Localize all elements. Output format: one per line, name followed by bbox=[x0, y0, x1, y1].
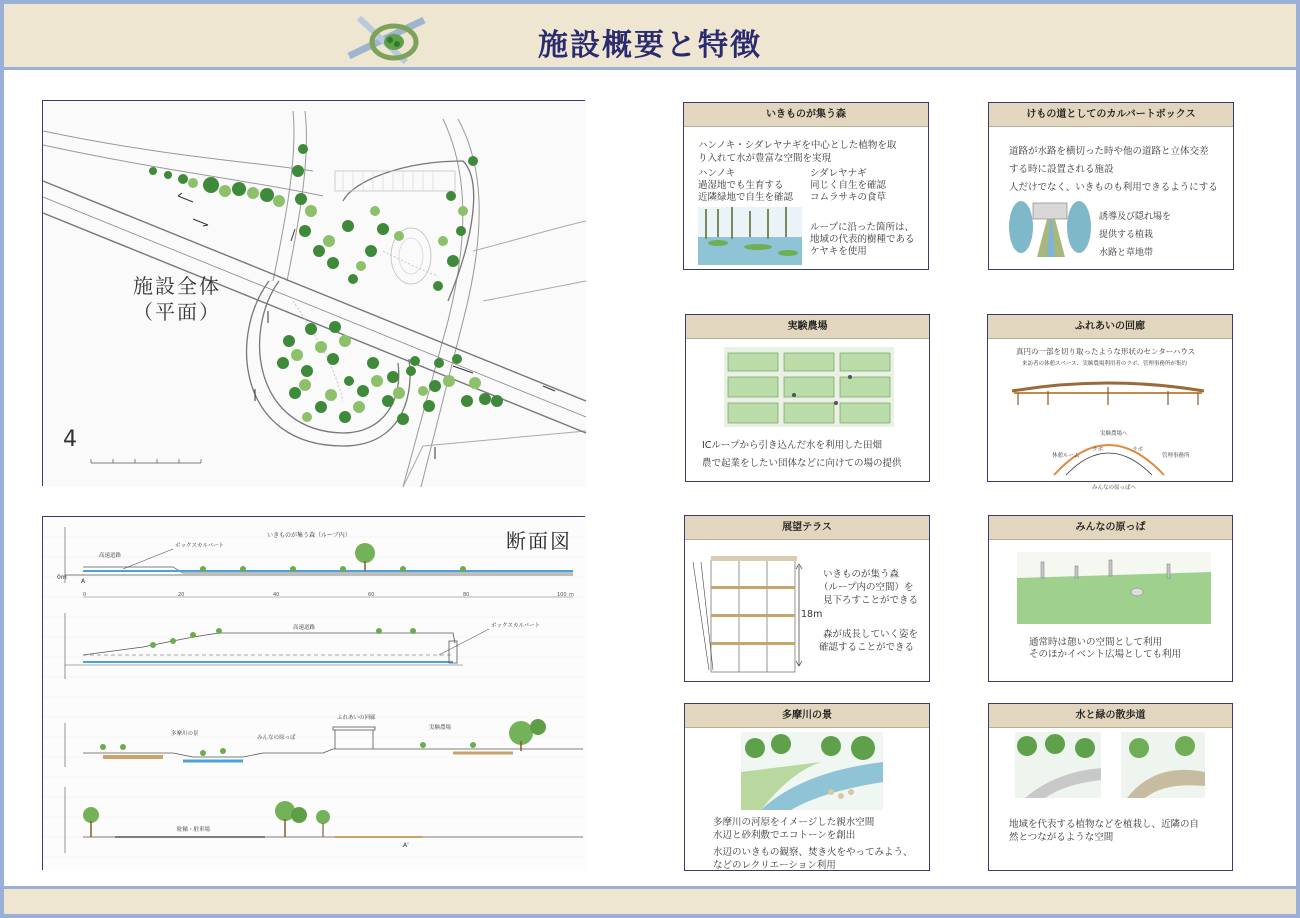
forest-desc2: り入れて水が豊富な空間を実現 bbox=[698, 153, 832, 164]
corridor-to-farm: 実験農場へ bbox=[1100, 431, 1128, 437]
card-walk bbox=[988, 703, 1233, 871]
card-field bbox=[988, 515, 1233, 682]
section-row2-culvert: ボックスカルバート bbox=[491, 623, 541, 629]
section-panel bbox=[42, 516, 585, 870]
scale-tick-20: 20 bbox=[178, 592, 185, 598]
card-farm bbox=[685, 314, 930, 482]
culvert-line1: 道路が水路を横切った時や他の道路と立体交差 bbox=[1009, 146, 1209, 157]
card-corridor-title: ふれあいの回廊 bbox=[988, 315, 1232, 339]
card-culvert bbox=[988, 102, 1234, 270]
farm-line2: 農で起業をしたい団体などに向けての場の提供 bbox=[702, 458, 902, 469]
section-a-label: A bbox=[81, 578, 86, 585]
header-bar bbox=[4, 4, 1296, 70]
plan-title-line2: （平面） bbox=[133, 300, 221, 324]
section-row4-parking: 駐輪・駐車場 bbox=[177, 827, 211, 833]
card-tama bbox=[684, 703, 930, 871]
terrace-line1: いきものが集う森 bbox=[823, 569, 900, 580]
card-forest-title: いきものが集う森 bbox=[684, 103, 928, 127]
farm-line1: ICループから引き込んだ水を利用した田畑 bbox=[702, 440, 882, 451]
corridor-line2: 来訪者の休憩スペース、実験農場利用者のラボ、管理事務所が集約 bbox=[1022, 361, 1187, 367]
corridor-to-field: みんなの原っぱへ bbox=[1092, 485, 1137, 491]
section-om-label: 0m bbox=[57, 574, 67, 581]
terrace-line4: 森が成長していく姿を bbox=[823, 629, 919, 640]
section-title: 断面図 bbox=[506, 529, 572, 553]
section-row1-road: 高速道路 bbox=[99, 553, 122, 559]
section-row3-river: 多摩川の景 bbox=[171, 731, 199, 737]
corridor-rest-room: 休憩ルーム bbox=[1052, 453, 1080, 459]
tama-line3: 水辺のいきもの観察、焚き火をやってみよう、 bbox=[713, 847, 913, 858]
forest-tree1-note2: 近隣緑地で自生を確認 bbox=[698, 192, 794, 203]
forest-illustration bbox=[698, 207, 802, 265]
culvert-callout3: 水路と草地帯 bbox=[1099, 248, 1154, 258]
card-walk-title: 水と緑の散歩道 bbox=[989, 704, 1232, 728]
forest-loop1: ループに沿った箇所は、 bbox=[810, 222, 915, 233]
corridor-lab2: ラボ bbox=[1132, 447, 1144, 453]
card-terrace bbox=[684, 515, 930, 682]
card-field-title: みんなの原っぱ bbox=[989, 516, 1232, 540]
scale-tick-unit: m bbox=[569, 592, 574, 598]
card-culvert-title: けもの道としてのカルバートボックス bbox=[989, 103, 1233, 127]
section-row3-field: みんなの原っぱ bbox=[257, 735, 296, 741]
card-corridor bbox=[987, 314, 1233, 491]
walk-line1: 地域を代表する植物などを植栽し、近隣の自 bbox=[1009, 819, 1200, 830]
forest-tree2-note2: コムラサキの食草 bbox=[810, 192, 887, 203]
section-a-prime-label: A' bbox=[403, 842, 409, 849]
scale-tick-80: 80 bbox=[463, 592, 470, 598]
scale-tick-0: 0 bbox=[83, 592, 87, 598]
section-row3-farm: 実験農場 bbox=[429, 725, 452, 731]
tama-illustration bbox=[741, 732, 883, 810]
field-illustration bbox=[1017, 552, 1211, 624]
walk-line2: 然とつながるような空間 bbox=[1009, 832, 1114, 843]
culvert-callout1: 誘導及び隠れ場を bbox=[1099, 212, 1172, 222]
terrace-line3: 見下ろすことができる bbox=[823, 595, 919, 606]
tama-line2: 水辺と砂利敷でエコトーンを創出 bbox=[713, 830, 856, 841]
cross-section-drawing bbox=[43, 517, 586, 871]
card-terrace-title: 展望テラス bbox=[685, 516, 929, 540]
terrace-line2: （ループ内の空間）を bbox=[819, 582, 914, 593]
card-tama-title: 多摩川の景 bbox=[685, 704, 929, 728]
corridor-line1: 真円の一部を切り取ったような形状のセンターハウス bbox=[1016, 347, 1196, 356]
card-forest bbox=[683, 102, 929, 270]
footer-bar bbox=[4, 886, 1296, 914]
tama-line1: 多摩川の河原をイメージした親水空間 bbox=[713, 817, 875, 828]
section-row1-title: いきものが集う森（ループ内） bbox=[267, 532, 351, 539]
scale-tick-100: 100 bbox=[557, 592, 567, 598]
corridor-lab1: ラボ bbox=[1092, 447, 1104, 453]
forest-loop3: ケヤキを使用 bbox=[810, 246, 867, 257]
north-arrow: 4 bbox=[63, 427, 77, 452]
section-row1-culvert: ボックスカルバート bbox=[175, 543, 225, 549]
plan-title-line1: 施設全体 bbox=[133, 274, 221, 298]
page-title: 施設概要と特徴 bbox=[538, 28, 762, 63]
forest-tree2-name: シダレヤナギ bbox=[810, 168, 867, 179]
scale-tick-40: 40 bbox=[273, 592, 280, 598]
section-row2-road: 高速道路 bbox=[293, 625, 316, 631]
walk-illustration bbox=[1015, 732, 1205, 798]
culvert-line2: する時に設置される施設 bbox=[1009, 164, 1114, 175]
terrace-line5: 確認することができる bbox=[819, 642, 915, 653]
field-line1: 通常時は憩いの空間として利用 bbox=[1029, 637, 1163, 648]
plan-title bbox=[133, 273, 221, 325]
corridor-office: 管理事務所 bbox=[1162, 453, 1190, 459]
culvert-illustration bbox=[1007, 197, 1093, 257]
terrace-illustration bbox=[691, 546, 797, 674]
forest-tree2-note1: 同じく自生を確認 bbox=[810, 180, 887, 191]
forest-tree1-name: ハンノキ bbox=[698, 168, 736, 179]
site-plan-map bbox=[43, 101, 586, 487]
corridor-illustration bbox=[1008, 375, 1208, 475]
culvert-callout2: 提供する植栽 bbox=[1099, 230, 1154, 240]
forest-desc1: ハンノキ・シダレヤナギを中心とした植物を取 bbox=[698, 140, 897, 151]
culvert-line3: 人だけでなく、いきものも利用できるようにする bbox=[1009, 182, 1218, 193]
forest-loop2: 地域の代表的樹種である bbox=[810, 234, 915, 245]
plan-panel bbox=[42, 100, 585, 486]
farm-illustration bbox=[724, 347, 894, 427]
terrace-height: 18m bbox=[801, 609, 823, 620]
tama-line4: などのレクリエーション利用 bbox=[713, 860, 836, 871]
forest-tree1-note1: 過湿地でも生育する bbox=[698, 180, 784, 191]
field-line2: そのほかイベント広場としても利用 bbox=[1029, 649, 1182, 660]
section-row3-corridor: ふれあいの回廊 bbox=[337, 715, 376, 721]
card-farm-title: 実験農場 bbox=[686, 315, 929, 339]
scale-tick-60: 60 bbox=[368, 592, 375, 598]
